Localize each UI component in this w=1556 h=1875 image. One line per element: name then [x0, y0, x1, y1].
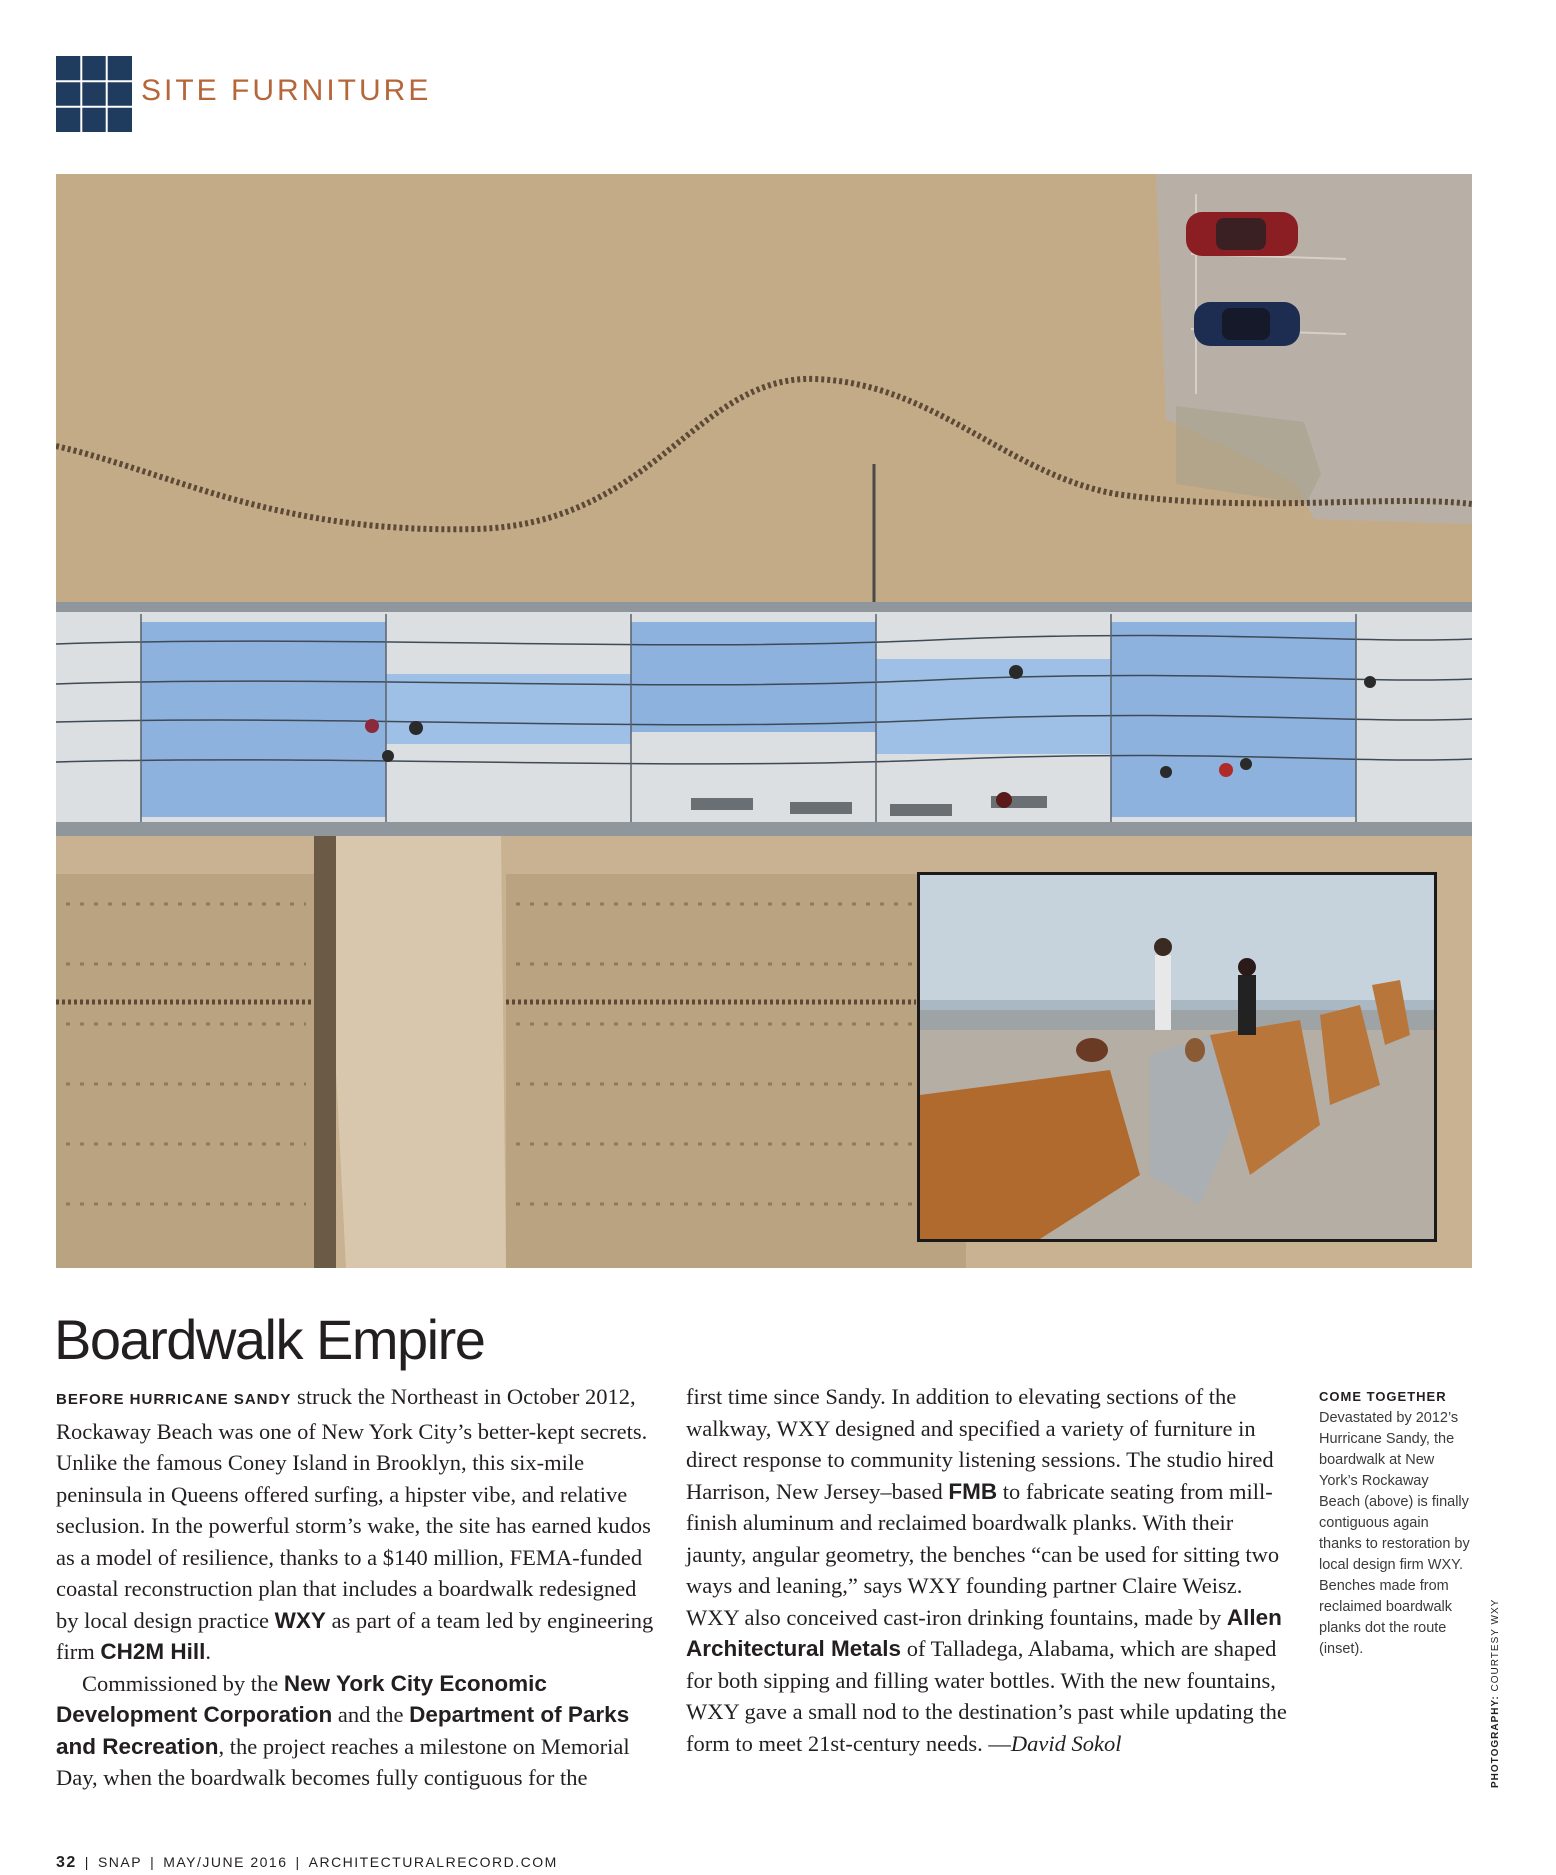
firm-name: Allen Architectural Metals: [686, 1604, 1282, 1661]
lead-in: BEFORE HURRICANE SANDY: [56, 1391, 292, 1408]
article-paragraph-2: [56, 1668, 662, 1794]
agency-name: Department of Parks and Recreation: [56, 1702, 630, 1759]
caption-body: Devastated by 2012’s Hurricane Sandy, the boardwalk at New York’s Rockaway Beach (above) is finally contiguous again thanks to restoration by local design firm WXY. Benches made from reclaimed boardwalk planks dot the route (inset).: [1319, 1410, 1470, 1657]
article-column-2: [686, 1381, 1296, 1759]
paragraph-text: and the: [332, 1702, 410, 1727]
footer-separator: |: [84, 1854, 90, 1870]
page-footer: [56, 1854, 558, 1872]
footer-issue: MAY/JUNE 2016: [163, 1854, 288, 1870]
article-column-1: [56, 1381, 662, 1794]
credit-value: COURTESY WXY: [1490, 1598, 1501, 1696]
page-number: 32: [56, 1854, 77, 1871]
article-paragraph-1: [56, 1381, 662, 1668]
footer-separator: |: [150, 1854, 156, 1870]
paragraph-text: .: [205, 1639, 212, 1664]
firm-name: WXY: [274, 1607, 326, 1633]
firm-name: FMB: [948, 1478, 998, 1504]
boardwalk-benches-inset-photo: [917, 872, 1437, 1242]
agency-name: New York City Economic Development Corporation: [56, 1670, 547, 1727]
article-headline: Boardwalk Empire: [54, 1308, 485, 1371]
article-paragraph-2-continued: [686, 1381, 1296, 1759]
firm-name: CH2M Hill: [100, 1639, 206, 1664]
author-name: David Sokol: [1010, 1730, 1122, 1756]
paragraph-text: to fabricate seating from mill-finish aluminum and reclaimed boardwalk planks. With their jaunty, angular geometry, the benches “can be used for sitting two ways and leaning,” says WXY founding partner Claire Weisz. WXY also conceived cast-iron drinking fountains, made by: [686, 1478, 1280, 1630]
footer-separator: |: [295, 1854, 301, 1870]
paragraph-text: Commissioned by the: [82, 1670, 284, 1696]
paragraph-text: as part of a team led by engineering firm: [56, 1607, 654, 1664]
section-title: SITE FURNITURE: [141, 74, 432, 107]
caption-heading: COME TOGETHER: [1319, 1389, 1447, 1404]
paragraph-text: struck the Northeast in October 2012, Rockaway Beach was one of New York City’s better-kept secrets. Unlike the famous Coney Island in Brooklyn, this six-mile peninsula in Queens offered surfing, a hipster vibe, and relative seclusion. In the powerful storm’s wake, the site has earned kudos as a model of resilience, thanks to a $140 million, FEMA-funded coastal reconstruction plan that includes a boardwalk redesigned by local design practice: [56, 1384, 651, 1633]
credit-label: PHOTOGRAPHY:: [1490, 1695, 1501, 1788]
footer-section: SNAP: [97, 1854, 143, 1870]
paragraph-text: of Talladega, Alabama, which are shaped for both sipping and filling water bottles. With the new fountains, WXY gave a small nod to the destination’s past while updating the form to meet 21st-century needs. —: [686, 1636, 1287, 1756]
paragraph-text: first time since Sandy. In addition to elevating sections of the walkway, WXY designed and specified a variety of furniture in direct response to community listening sessions. The studio hired Harrison, New Jersey–based: [686, 1384, 1274, 1504]
section-grid-icon: [56, 56, 132, 132]
photo-credit: [1490, 1599, 1501, 1788]
footer-site: ARCHITECTURALRECORD.COM: [308, 1854, 558, 1870]
paragraph-text: , the project reaches a milestone on Memorial Day, when the boardwalk becomes fully contiguous for the: [56, 1733, 630, 1790]
